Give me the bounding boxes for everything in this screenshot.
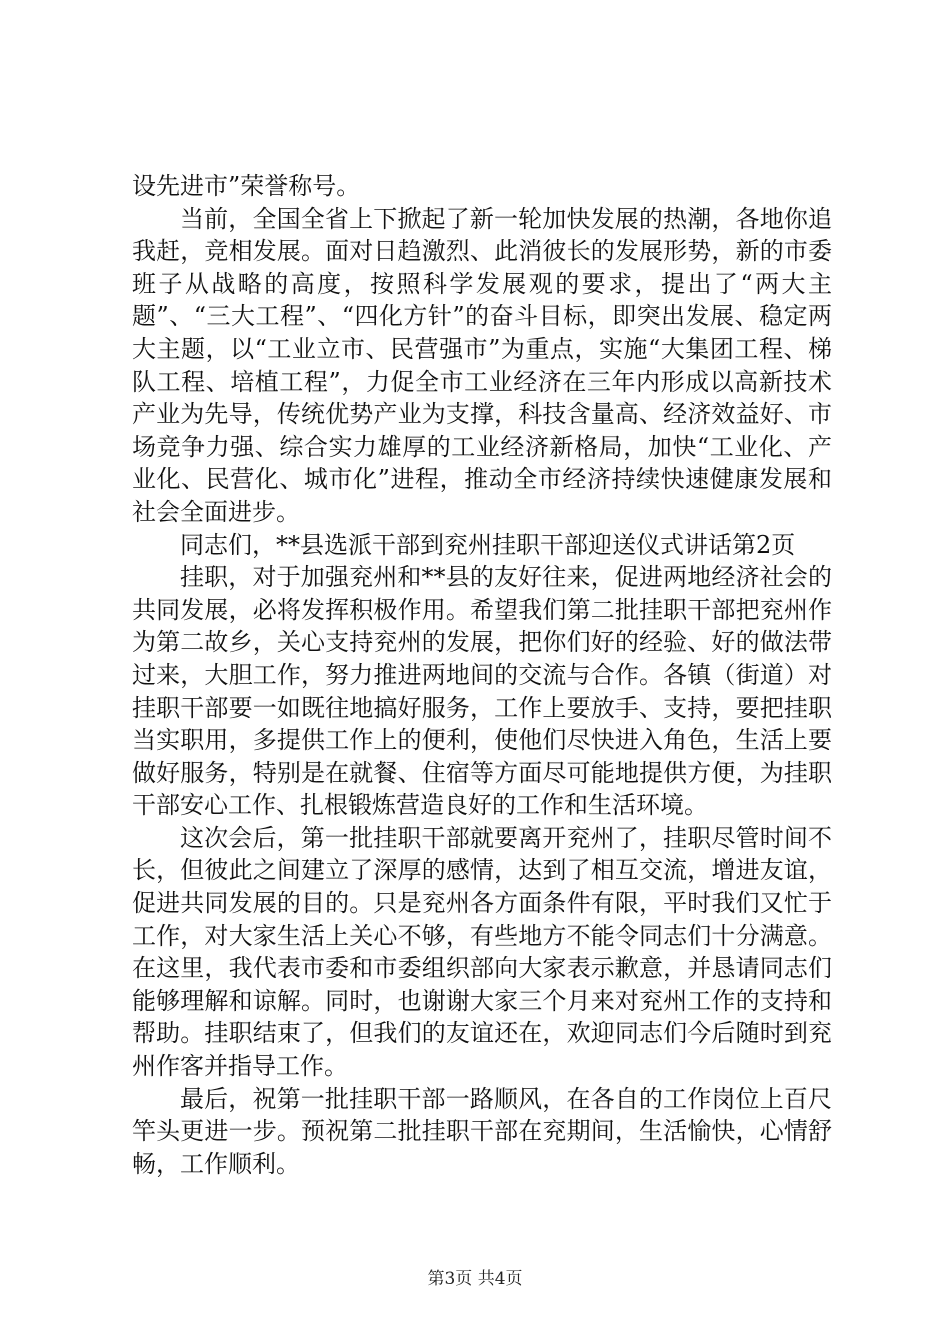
document-body xyxy=(132,170,832,1180)
paragraph: 挂职，对于加强兖州和**县的友好往来，促进两地经济社会的共同发展，必将发挥积极作用。希望我们第二批挂职干部把兖州作为第二故乡，关心支持兖州的发展，把你们好的经验、好的做法带过来，大胆工作，努力推进两地间的交流与合作。各镇（街道）对挂职干部要一如既往地搞好服务，工作上要放手、支持，要把挂职当实职用，多提供工作上的便利，使他们尽快进入角色，生活上要做好服务，特别是在就餐、住宿等方面尽可能地提供方便，为挂职干部安心工作、扎根锻炼营造良好的工作和生活环境。 xyxy=(132,563,832,820)
paragraph: 最后，祝第一批挂职干部一路顺风，在各自的工作岗位上百尺竿头更进一步。预祝第二批挂职干部在兖期间，生活愉快，心情舒畅，工作顺利。 xyxy=(132,1084,832,1178)
paragraph: 同志们，**县选派干部到兖州挂职干部迎送仪式讲话第2页 xyxy=(180,530,796,559)
paragraph: 这次会后，第一批挂职干部就要离开兖州了，挂职尽管时间不长，但彼此之间建立了深厚的感情，达到了相互交流，增进友谊，促进共同发展的目的。只是兖州各方面条件有限，平时我们又忙于工作，对大家生活上关心不够，有些地方不能令同志们十分满意。在这里，我代表市委和市委组织部向大家表示歉意，并恳请同志们能够理解和谅解。同时，也谢谢大家三个月来对兖州工作的支持和帮助。挂职结束了，但我们的友谊还在，欢迎同志们今后随时到兖州作客并指导工作。 xyxy=(132,823,832,1081)
page-number-footer: 第3页 共4页 xyxy=(427,1269,523,1289)
paragraph-continuation: 设先进市”荣誉称号。 xyxy=(132,172,361,200)
paragraph: 当前，全国全省上下掀起了新一轮加快发展的热潮，各地你追我赶，竞相发展。面对日趋激烈、此消彼长的发展形势，新的市委班子从战略的高度，按照科学发展观的要求，提出了“两大主题”、“三大工程”、“四化方针”的奋斗目标，即突出发展、稳定两大主题，以“工业立市、民营强市”为重点，实施“大集团工程、梯队工程、培植工程”，力促全市工业经济在三年内形成以高新技术产业为先导，传统优势产业为支撑，科技含量高、经济效益好、市场竞争力强、综合实力雄厚的工业经济新格局，加快“工业化、产业化、民营化、城市化”进程，推动全市经济持续快速健康发展和社会全面进步。 xyxy=(132,204,832,526)
